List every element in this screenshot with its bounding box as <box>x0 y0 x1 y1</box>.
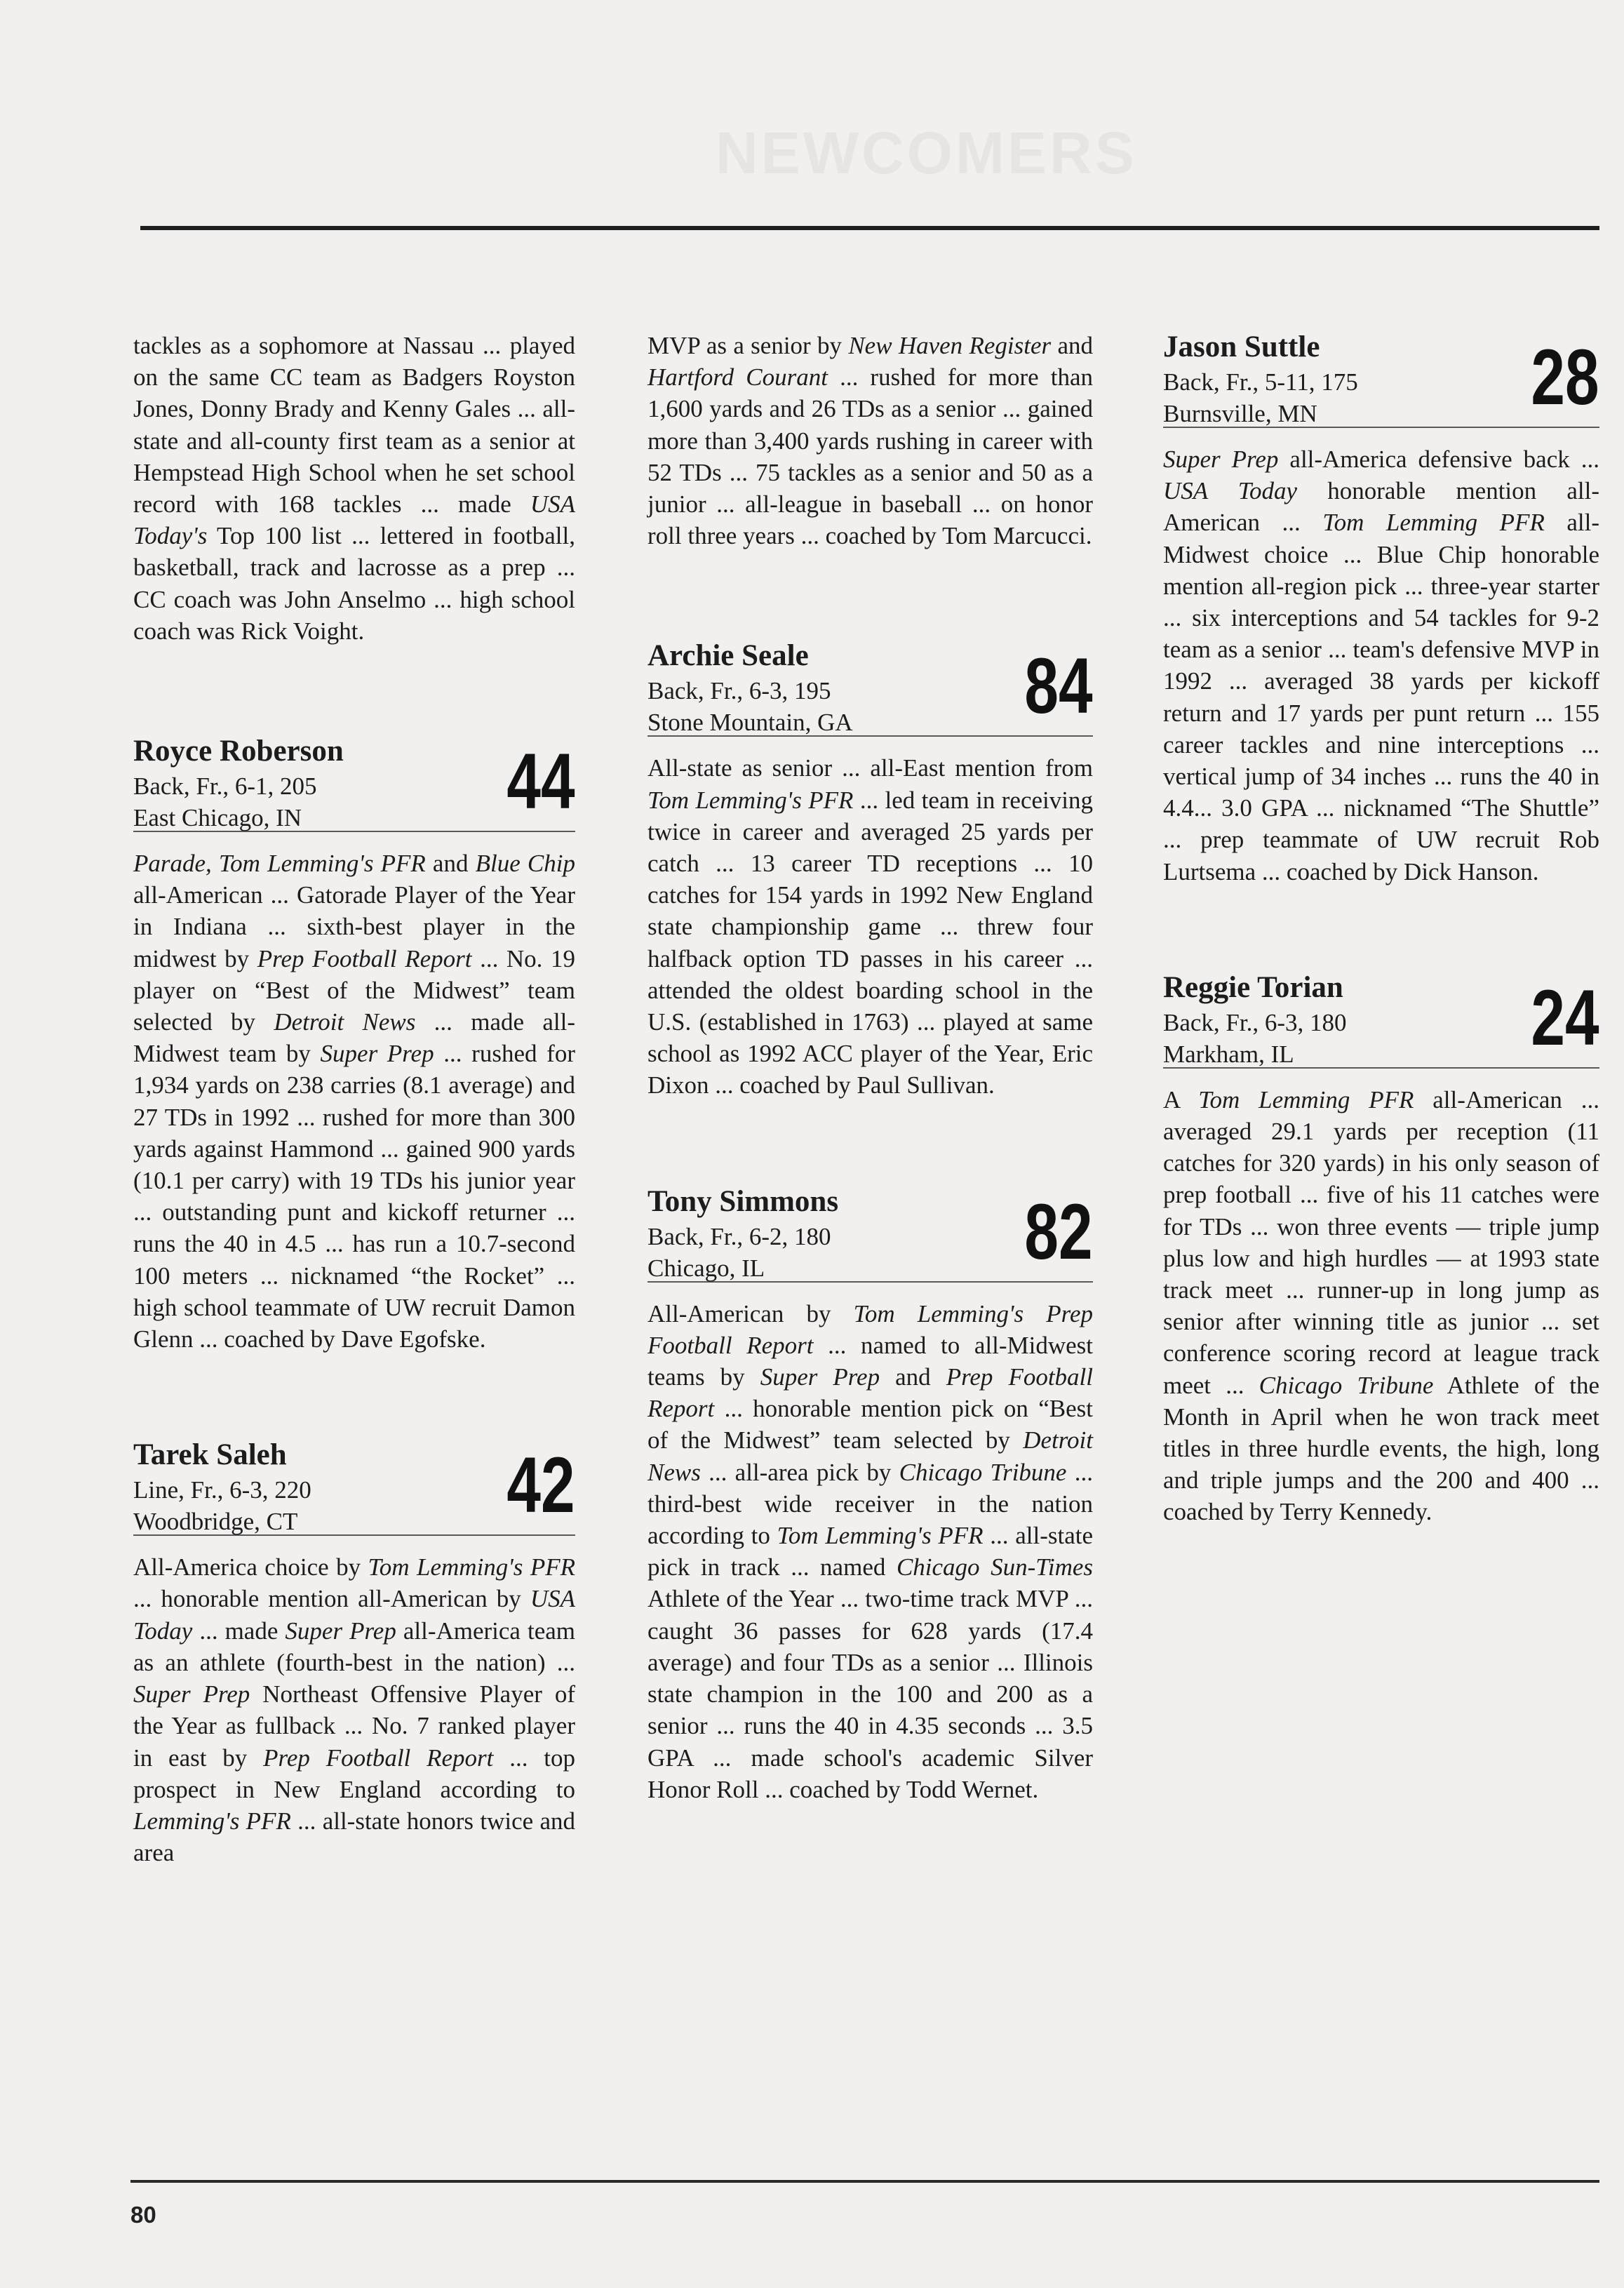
player-entry <box>133 734 575 1355</box>
italic-text-run: Hartford Courant <box>647 363 828 392</box>
player-bio <box>133 1551 575 1868</box>
italic-text-run: Chicago Tribune <box>899 1458 1067 1486</box>
italic-text-run: Prep Football Report <box>263 1744 494 1772</box>
jersey-number: 84 <box>1024 642 1093 730</box>
player-entry <box>1163 330 1599 888</box>
player-entry <box>647 1184 1093 1805</box>
italic-text-run: Prep Football Report <box>647 1363 1093 1423</box>
italic-text-run: Tom Lemming's PFR <box>368 1553 575 1581</box>
jersey-number: 82 <box>1024 1187 1093 1276</box>
italic-text-run: USA Today <box>1163 477 1298 505</box>
player-name: Archie Seale <box>647 639 809 673</box>
text-run: Athlete of the Year ... two-time track MVP ... caught 36 passes for 628 yards (17.4 average) and four TDs as a senior ... Illinois state champion in the 100 and 200 as a senior ... runs the 40 in 4.35 seconds ... 3.5 GPA ... made school's academic Silver Honor Roll ... coached by Todd Wernet. <box>647 1585 1093 1803</box>
player-position-stats: Back, Fr., 6-2, 180 <box>647 1222 831 1250</box>
italic-text-run: Chicago Tribune <box>1259 1371 1434 1399</box>
italic-text-run: Super Prep <box>320 1040 434 1068</box>
player-info <box>133 770 317 834</box>
text-run: Northeast Offensive Player of the Year as fullback ... No. 7 ranked player in east by <box>133 1680 575 1772</box>
italic-text-run: Super Prep <box>133 1680 250 1708</box>
player-position-stats: Back, Fr., 6-3, 195 <box>647 677 831 705</box>
text-run: ... led team in receiving twice in career and averaged 25 yards per catch ... 13 career TD receptions ... 10 catches for 154 yards in 1992 New England state championship game ... threw four halfback option TD passes in his career ... attended the oldest boarding school in the U.S. (established in 1763) ... played at same school as 1992 ACC player of the Year, Eric Dixon ... coached by Paul Sullivan. <box>647 786 1093 1099</box>
text-run: all-Midwest choice ... Blue Chip honorable mention all-region pick ... three-year starter ... six interceptions and 54 tackles for 9-2 team as a senior ... team's defensive MVP in 1992 ... averaged 38 yards per kickoff return and 17 yards per punt return ... 155 career tackles and nine interceptions ... vertical jump of 34 inches ... runs the 40 in 4.4... 3.0 GPA ... nicknamed “The Shuttle” ... prep teammate of UW recruit Rob Lurtsema ... coached by Dick Hanson. <box>1163 509 1600 885</box>
player-header <box>1163 970 1599 1069</box>
player-header <box>647 1184 1093 1283</box>
continued-bio <box>647 330 1093 551</box>
italic-text-run: Chicago Sun-Times <box>896 1553 1093 1581</box>
text-run: and <box>425 850 476 878</box>
player-bio <box>133 848 575 1355</box>
text-run: ... honorable mention all-American by <box>133 1585 530 1613</box>
player-bio <box>647 1298 1093 1805</box>
player-entry <box>647 638 1093 1101</box>
text-run: all-American ... averaged 29.1 yards per reception (11 catches for 320 yards) in his only season of prep football ... five of his 11 catches were for TDs ... won three events — triple jump plus low and high hurdles — at 1993 state track meet ... runner-up in long jump as senior after winning title as junior ... set conference scoring record at league track meet ... <box>1163 1085 1599 1399</box>
column-3 <box>1163 330 1599 1528</box>
italic-text-run: Tom Lemming's PFR <box>647 786 854 814</box>
text-run: ... honorable mention pick on “Best of the Midwest” team selected by <box>647 1395 1093 1454</box>
text-run: and <box>1051 332 1093 359</box>
player-position-stats: Back, Fr., 6-1, 205 <box>133 772 317 801</box>
player-bio <box>1163 1084 1599 1528</box>
text-run: ... rushed for 1,934 yards on 238 carries (8.1 average) and 27 TDs in 1992 ... rushed for more than 300 yards against Hammond ... gained 900 yards (10.1 per carry) with 19 TDs his junior year ... outstanding punt and kickoff returner ... runs the 40 in 4.5 ... has run a 10.7-second 100 meters ... nicknamed “the Rocket” ... high school teammate of UW recruit Damon Glenn ... coached by Dave Egofske. <box>133 1040 575 1353</box>
player-info <box>1163 366 1358 429</box>
player-bio <box>1163 443 1599 888</box>
player-position-stats: Line, Fr., 6-3, 220 <box>133 1476 311 1504</box>
italic-text-run: Lemming's PFR <box>133 1807 291 1835</box>
text-run: Athlete of the Month in April when he won track meet titles in three hurdle events, the high, long and triple jumps and the 200 and 400 ... coached by Terry Kennedy. <box>1163 1371 1599 1526</box>
player-name: Royce Roberson <box>133 735 344 768</box>
italic-text-run: Detroit News <box>647 1426 1093 1486</box>
top-rule <box>140 226 1599 230</box>
player-hometown: Chicago, IL <box>647 1254 765 1282</box>
italic-text-run: Parade, Tom Lemming's PFR <box>133 850 426 878</box>
text-run: ... all-state pick in track ... named <box>647 1522 1093 1581</box>
player-header <box>133 734 575 832</box>
jersey-number: 44 <box>506 737 575 826</box>
text-run: all-American ... Gatorade Player of the Year in Indiana ... sixth-best player in the midwest by <box>133 881 575 972</box>
text-run: Top 100 list ... lettered in football, basketball, track and lacrosse as a prep ... CC coach was John Anselmo ... high school coach was Rick Voight. <box>133 522 575 645</box>
player-hometown: Woodbridge, CT <box>133 1508 298 1536</box>
player-hometown: Markham, IL <box>1163 1040 1294 1068</box>
text-run: and <box>880 1363 946 1391</box>
column-2 <box>647 330 1093 1805</box>
italic-text-run: Tom Lemming's Prep Football Report <box>647 1299 1093 1359</box>
player-position-stats: Back, Fr., 5-11, 175 <box>1163 368 1358 396</box>
text-run: ... made <box>192 1617 286 1645</box>
player-header <box>1163 330 1599 428</box>
text-run: ... made all-Midwest team by <box>133 1008 575 1068</box>
player-position-stats: Back, Fr., 6-3, 180 <box>1163 1008 1347 1036</box>
player-entry <box>133 1438 575 1868</box>
italic-text-run: Prep Football Report <box>257 944 472 972</box>
player-header <box>133 1438 575 1536</box>
text-run: tackles as a sophomore at Nassau ... played on the same CC team as Badgers Royston Jones, Donny Brady and Kenny Gales ... all-state and all-county first team as a senior at Hempstead High School when he set school record with 168 tackles ... made <box>133 332 575 519</box>
text-run: ... all-area pick by <box>700 1458 899 1486</box>
jersey-number: 28 <box>1531 333 1599 421</box>
italic-text-run: Super Prep <box>760 1363 880 1391</box>
italic-text-run: Super Prep <box>285 1617 396 1645</box>
player-hometown: Stone Mountain, GA <box>647 709 853 737</box>
italic-text-run: Blue Chip <box>475 850 575 878</box>
text-run: All-American by <box>647 1299 854 1327</box>
player-name: Tony Simmons <box>647 1184 839 1218</box>
text-run: A <box>1163 1085 1199 1113</box>
text-run: ... all-state honors twice and area <box>133 1807 575 1867</box>
text-run: ... named to all-Midwest teams by <box>647 1331 1093 1391</box>
player-info <box>647 675 853 738</box>
italic-text-run: USA Today <box>133 1585 575 1645</box>
text-run: ... top prospect in New England according to <box>133 1744 575 1803</box>
player-info <box>1163 1007 1347 1070</box>
text-run: all-America team as an athlete (fourth-best in the nation) ... <box>133 1617 576 1676</box>
text-run: All-America choice by <box>133 1553 368 1581</box>
italic-text-run: New Haven Register <box>848 332 1052 359</box>
player-entry <box>1163 970 1599 1528</box>
italic-text-run: USA Today's <box>133 490 575 550</box>
italic-text-run: Tom Lemming PFR <box>1322 509 1545 537</box>
player-header <box>647 638 1093 737</box>
jersey-number: 24 <box>1531 973 1599 1062</box>
italic-text-run: Detroit News <box>274 1008 416 1036</box>
player-info <box>647 1221 831 1284</box>
player-name: Reggie Torian <box>1163 970 1343 1004</box>
text-run: All-state as senior ... all-East mention from <box>647 754 1093 782</box>
text-run: MVP as a senior by <box>647 332 849 359</box>
player-hometown: Burnsville, MN <box>1163 400 1317 427</box>
player-name: Jason Suttle <box>1163 330 1320 363</box>
player-name: Tarek Saleh <box>133 1438 287 1472</box>
text-run: honorable mention all-American ... <box>1163 477 1600 537</box>
italic-text-run: Tom Lemming PFR <box>1198 1085 1414 1113</box>
text-run: ... rushed for more than 1,600 yards and 26 TDs as a senior ... gained more than 3,400 yards rushing in career with 52 TDs ... 75 tackles as a senior and 50 as a junior ... all-league in baseball ... on honor roll three years ... coached by Tom Marcucci. <box>647 363 1094 550</box>
italic-text-run: Super Prep <box>1163 446 1279 473</box>
continued-bio <box>133 330 575 647</box>
column-1 <box>133 330 575 1868</box>
jersey-number: 42 <box>506 1441 575 1530</box>
page-number: 80 <box>130 2202 156 2228</box>
text-run: ... third-best wide receiver in the nation according to <box>647 1458 1093 1550</box>
player-info <box>133 1474 311 1537</box>
player-hometown: East Chicago, IN <box>133 804 302 832</box>
bottom-rule <box>130 2180 1599 2183</box>
player-bio <box>647 752 1093 1101</box>
italic-text-run: Tom Lemming's PFR <box>777 1522 984 1550</box>
text-run: ... No. 19 player on “Best of the Midwest” team selected by <box>133 944 576 1036</box>
text-run: all-America defensive back ... <box>1278 446 1599 473</box>
section-header-ghost: NEWCOMERS <box>716 120 1137 186</box>
